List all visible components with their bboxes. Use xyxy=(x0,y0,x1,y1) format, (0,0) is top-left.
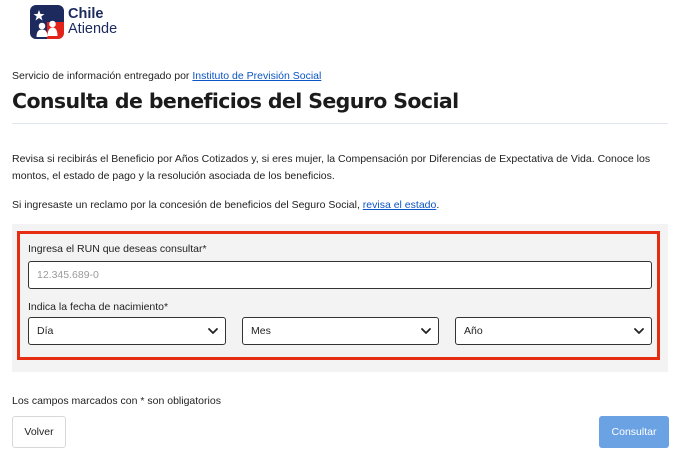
birth-date-label: Indica la fecha de nacimiento* xyxy=(28,301,169,313)
logo-line-1: Chile xyxy=(68,6,104,22)
intro-paragraph: Revisa si recibirás el Beneficio por Años Cotizados y, si eres mujer, la Compensación por Diferencias de Expectativa de Vida. Conoce los montos, el estado de pago y la resolución asociada de los beneficios. xyxy=(12,153,651,182)
day-select[interactable] xyxy=(28,317,226,345)
logo-line-2: Atiende xyxy=(68,21,118,37)
chevron-down-icon xyxy=(633,325,645,337)
provider-prefix: Servicio de información entregado por xyxy=(12,70,193,82)
day-select-value: Día xyxy=(37,325,54,337)
reclamo-prefix: Si ingresaste un reclamo por la concesión de beneficios del Seguro Social, xyxy=(12,199,363,211)
run-label: Ingresa el RUN que deseas consultar* xyxy=(28,243,207,255)
year-select[interactable] xyxy=(455,317,652,345)
reclamo-suffix: . xyxy=(436,199,440,211)
chevron-down-icon xyxy=(207,325,219,337)
provider-link[interactable]: Instituto de Previsión Social xyxy=(192,70,322,82)
page-title: Consulta de beneficios del Seguro Social xyxy=(12,89,459,113)
submit-button[interactable]: Consultar xyxy=(599,416,669,448)
run-input[interactable] xyxy=(28,261,652,289)
month-select-value: Mes xyxy=(251,325,271,337)
back-button[interactable]: Volver xyxy=(12,416,66,448)
logo-mark-icon xyxy=(30,5,64,39)
logo-wordmark xyxy=(68,7,117,37)
title-divider xyxy=(12,123,668,124)
month-select[interactable] xyxy=(242,317,439,345)
chile-atiende-logo[interactable] xyxy=(30,4,130,40)
reclamo-paragraph xyxy=(12,199,439,211)
year-select-value: Año xyxy=(464,325,483,337)
chevron-down-icon xyxy=(420,325,432,337)
required-fields-note: Los campos marcados con * son obligatorios xyxy=(12,395,221,407)
provider-line xyxy=(12,70,321,82)
revisa-estado-link[interactable]: revisa el estado xyxy=(362,199,437,211)
